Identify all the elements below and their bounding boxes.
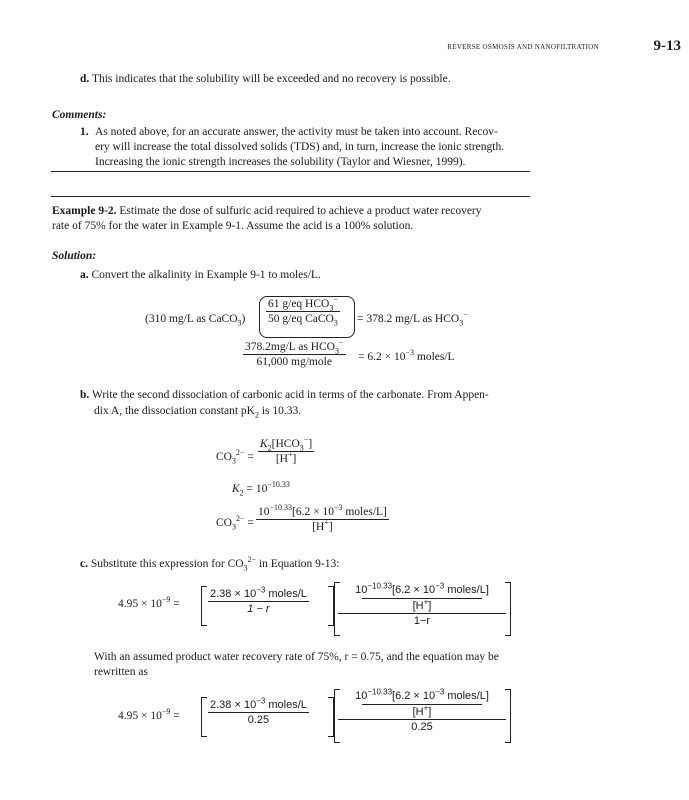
example-line-2: rate of 75% for the water in Example 9-1. Assume the acid is a 100% solution. (52, 220, 414, 232)
eq6-bracket2-right (505, 582, 511, 636)
example-top-rule (51, 196, 530, 197)
eq7-bracket1-left (201, 697, 207, 737)
with-line-2: rewritten as (94, 666, 148, 678)
step-d (80, 72, 451, 87)
with-line-1: With an assumed product water recovery rate of 75%, r = 0.75, and the equation may be (94, 651, 499, 663)
step-d-label: d. (80, 73, 90, 85)
example-text-1: Estimate the dose of sulfuric acid required to achieve a product water recovery (119, 205, 482, 217)
step-a-label: a. (80, 269, 89, 281)
eq1-left: (310 mg/L as CaCO$_3$) (145, 313, 246, 328)
step-a (80, 268, 321, 283)
eq6-fraction-2: $10^{-10.33}[6.2 \times 10^{-3}$ moles/L] [H+] 1−r (338, 584, 506, 627)
eq7-fraction-1: $\frac{2.38 \times 10^{-3} moles/L}{0.25}$ (210, 696, 307, 726)
eq5-fraction: $\frac{10^{-10.33}[6.2 \times 10^{-3} moles/L]}{[H^+]}$ (258, 503, 387, 533)
comment-line-3: Increasing the ionic strength increases the solubility (Taylor and Wiesner, 1999). (95, 156, 466, 168)
solution-heading: Solution: (52, 250, 97, 262)
step-a-text: Convert the alkalinity in Example 9-1 to moles/L. (91, 269, 321, 281)
step-c: c. Substitute this expression for $CO_3^{2-}$ in Equation 9-13: (80, 555, 340, 573)
eq6-bracket1-left (201, 586, 207, 626)
eq4: $K_2 = 10^{-10.33}$ (232, 480, 290, 498)
eq1-result: = 378.2 mg/L as $HCO_3^-$ (357, 310, 468, 328)
eq2-fraction: $\frac{378.2mg/L as HCO_3^-}{\text{61,000 mg/mole}}$ (245, 338, 344, 368)
eq7-fraction-2: $10^{-10.33}[6.2 \times 10^{-3}$ moles/L] [H+] 0.25 (338, 690, 506, 733)
comment-line-2: ery will increase the total dissolved solids (TDS) and, in turn, increase the ionic strength. (95, 141, 505, 153)
running-head: REVERSE OSMOSIS AND NANOFILTRATION (447, 43, 599, 51)
comment-item-label: 1. (80, 126, 89, 138)
eq3-fraction: $\frac{K_2[HCO_3^-]}{[H^+]}$ (260, 435, 313, 465)
eq5-lhs: $CO_3^{2-}$ = (216, 514, 254, 532)
eq7-lhs: $4.95 \times 10^{-9}$ = (118, 707, 180, 722)
step-c-label: c. (80, 558, 88, 570)
eq2-result: = $6.2 \times 10^{-3}$ moles/L (358, 348, 455, 363)
comments-heading: Comments: (52, 109, 107, 121)
eq6-fraction-1: $\frac{2.38 \times 10^{-3} moles/L}{1 - r}$ (210, 585, 307, 615)
comment-line-1: As noted above, for an accurate answer, the activity must be taken into account. Recov- (95, 126, 498, 138)
divider-rule (51, 171, 530, 172)
page-number: 9-13 (653, 38, 681, 54)
eq6-lhs: $4.95 \times 10^{-9}$ = (118, 595, 180, 610)
eq1-fraction: $\frac{61 g/eq HCO_3^-}{50 g/eq CaCO_3}$ (268, 295, 338, 328)
step-b-line-2: dix A, the dissociation constant $pK_2$ is 10.33. (94, 405, 302, 420)
step-b-line-1: b. Write the second dissociation of carbonic acid in terms of the carbonate. From Appen- (80, 389, 489, 401)
example-line-1 (52, 204, 482, 219)
step-b-label: b. (80, 389, 90, 401)
eq7-bracket2-right (505, 689, 511, 743)
example-label: Example 9-2. (52, 205, 117, 217)
step-d-text: This indicates that the solubility will be exceeded and no recovery is possible. (91, 73, 451, 85)
eq3-lhs: $CO_3^{2-}$ = (216, 448, 254, 466)
